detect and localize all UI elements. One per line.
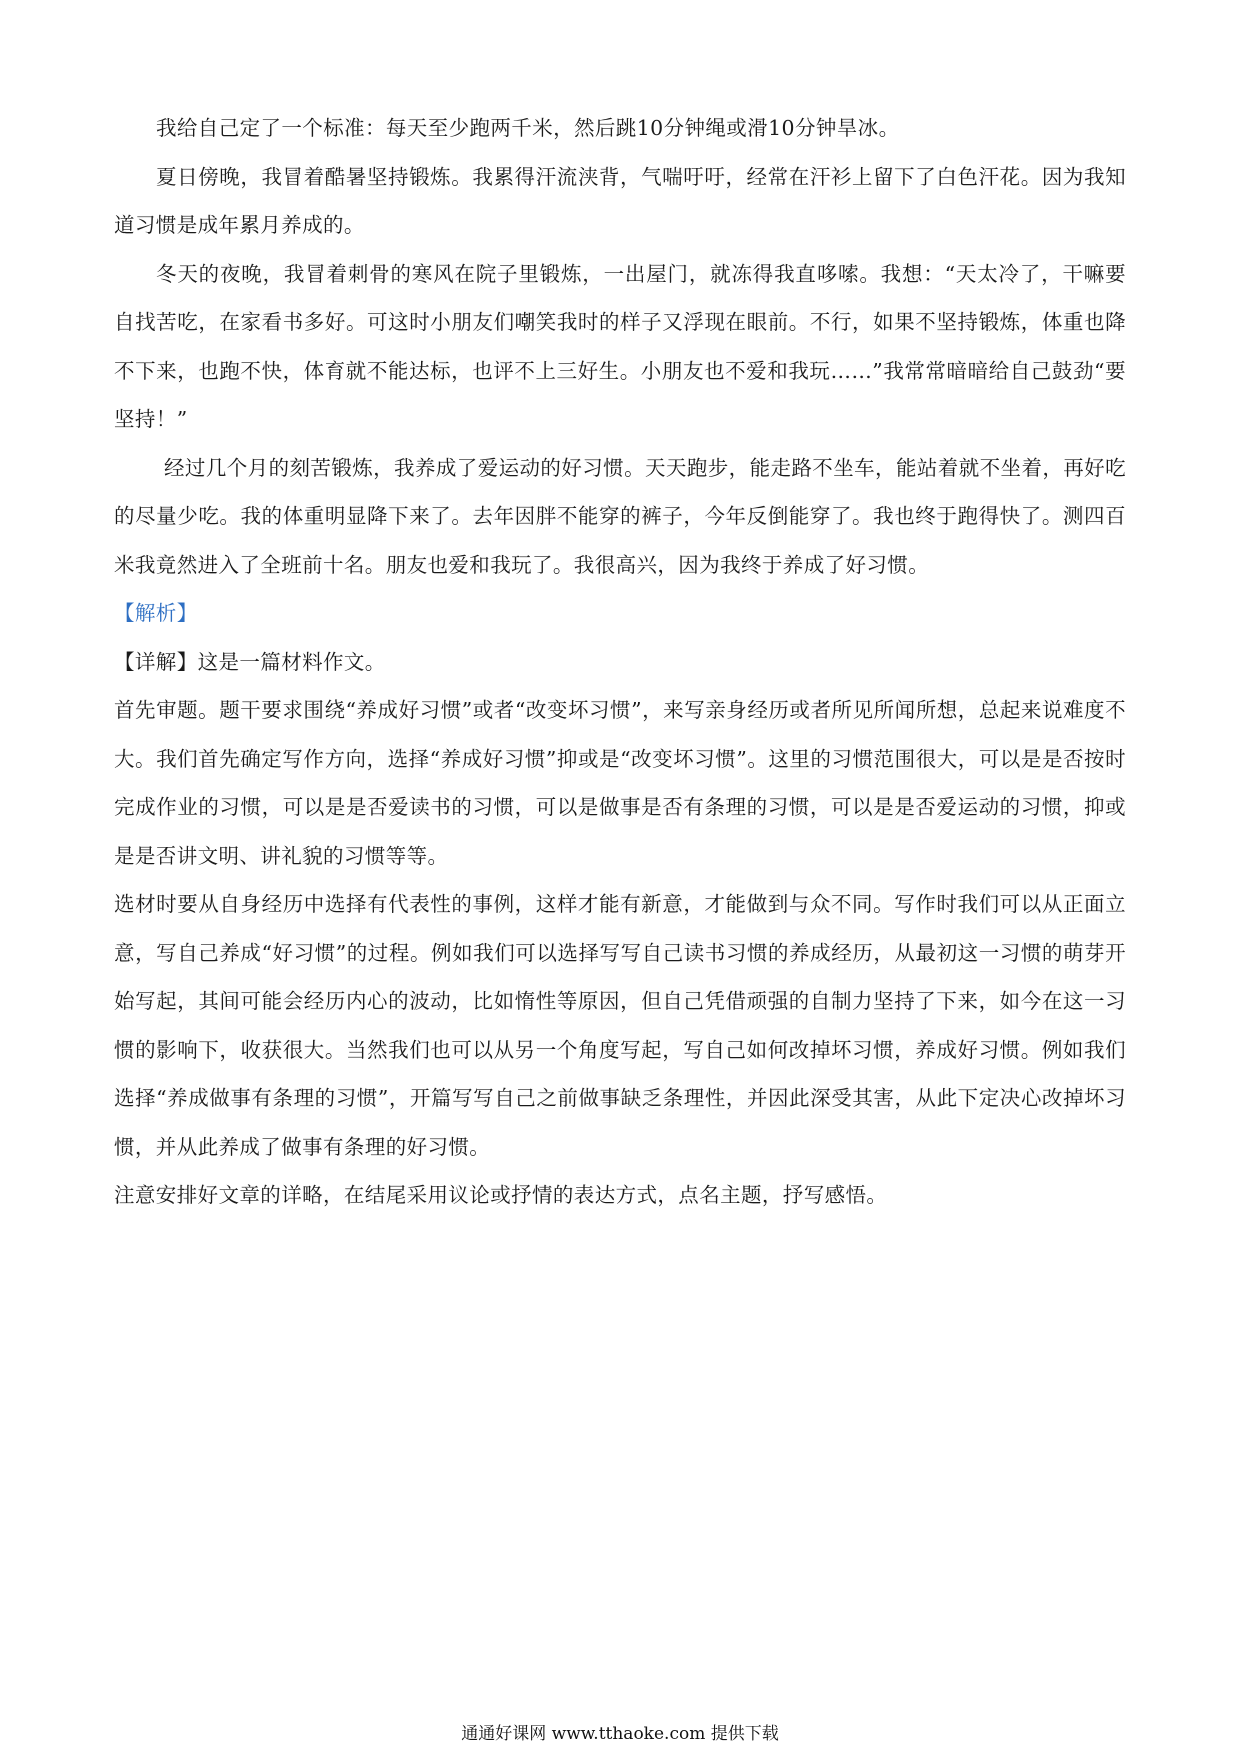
- essay-paragraph-2: 夏日傍晚，我冒着酷暑坚持锻炼。我累得汗流浃背，气喘吁吁，经常在汗衫上留下了白色汗花。因为我知道习惯是成年累月养成的。: [114, 164, 1126, 237]
- analysis-paragraph-3: 注意安排好文章的详略，在结尾采用议论或抒情的表达方式，点名主题，抒写感悟。: [114, 1183, 888, 1207]
- analysis-paragraph-2: 选材时要从自身经历中选择有代表性的事例，这样才能有新意，才能做到与众不同。写作时我们可以从正面立意，写自己养成“好习惯”的过程。例如我们可以选择写写自己读书习惯的养成经历，从最初这一习惯的萌芽开始写起，其间可能会经历内心的波动，比如惰性等原因，但自己凭借顽强的自制力坚持了下来，如今在这一习惯的影响下，收获很大。当然我们也可以从另一个角度写起，写自己如何改掉坏习惯，养成好习惯。例如我们选择“养成做事有条理的习惯”，开篇写写自己之前做事缺乏条理性，并因此深受其害，从此下定决心改掉坏习惯，并从此养成了做事有条理的好习惯。: [114, 892, 1126, 1159]
- essay-paragraph-1: 我给自己定了一个标准：每天至少跑两千米，然后跳10分钟绳或滑10分钟旱冰。: [156, 116, 900, 140]
- document-content: [114, 104, 1126, 1220]
- page-footer: 通通好课网 www.tthaoke.com 提供下载: [461, 1724, 779, 1744]
- analysis-paragraph-1: 首先审题。题干要求围绕“养成好习惯”或者“改变坏习惯”，来写亲身经历或者所见所闻所想，总起来说难度不大。我们首先确定写作方向，选择“养成好习惯”抑或是“改变坏习惯”。这里的习惯范围很大，可以是是否按时完成作业的习惯，可以是是否爱读书的习惯，可以是做事是否有条理的习惯，可以是是否爱运动的习惯，抑或是是否讲文明、讲礼貌的习惯等等。: [114, 698, 1126, 868]
- analysis-detail-label: 【详解】这是一篇材料作文。: [114, 649, 386, 674]
- essay-paragraph-3: 冬天的夜晚，我冒着刺骨的寒风在院子里锻炼，一出屋门，就冻得我直哆嗦。我想：“天太冷了，干嘛要自找苦吃，在家看书多好。可这时小朋友们嘲笑我时的样子又浮现在眼前。不行，如果不坚持锻炼，体重也降不下来，也跑不快，体育就不能达标，也评不上三好生。小朋友也不爱和我玩……”我常常暗暗给自己鼓劲“要坚持！”: [114, 261, 1126, 431]
- essay-paragraph-4: 经过几个月的刻苦锻炼，我养成了爱运动的好习惯。天天跑步，能走路不坐车，能站着就不坐着，再好吃的尽量少吃。我的体重明显降下来了。去年因胖不能穿的裤子，今年反倒能穿了。我也终于跑得快了。测四百米我竟然进入了全班前十名。朋友也爱和我玩了。我很高兴，因为我终于养成了好习惯。: [114, 455, 1126, 577]
- analysis-heading: 【解析】: [114, 601, 198, 625]
